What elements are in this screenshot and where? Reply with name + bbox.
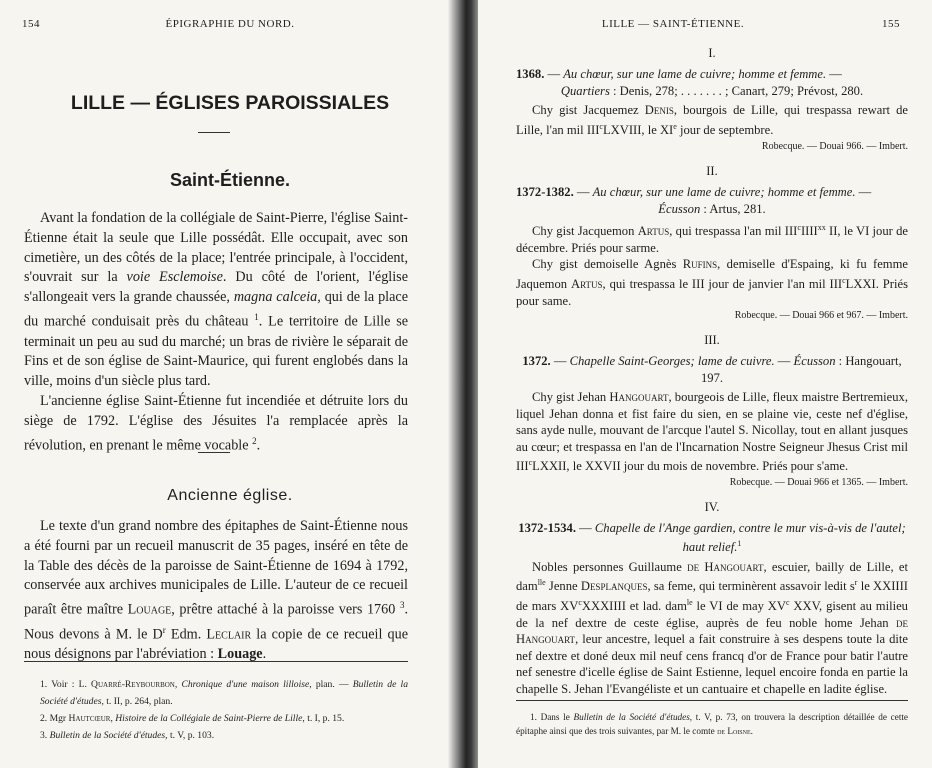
epitaph-2-text: Chy gist Jacquemon Artus, qui trespassa l'an mil III$^c$IIII$^{xx}$ II, le VI jour de décembre. Priés pour sarme. Chy gist demoiselle Agnès Rufins, demiselle d'Espaing, ki fu femme Jaquemon Artus, qui trespassa le III jour de janvier l'an mil III$^c$LXXI. Priés pour same. <box>516 223 908 308</box>
paragraph-1: Avant la fondation de la collégiale de Saint-Pierre, l'église Saint-Étienne était la seule que Lille possédât. Elle occupait, avec son cimetière, un des côtés de la place; l'entrée principale, à l'occident, s'ouvrait sur la voie Esclemoise. Du côté de l'orient, l'église s'allongeait vers la grande chaussée, magna calceia, qui de la place du marché conduisait près du château $^1$. Le territoire de Lille se terminait un peu au sud du marché; un bras de rivière le séparait de Fins et de son église de Saint-Maurice, qui furent englobés dans la ville, moins d'un siècle plus tard. <box>24 210 409 390</box>
right-page-number: 155 <box>882 18 900 30</box>
intro-text <box>24 209 408 456</box>
epitaph-1-text: Chy gist Jacquemez Denis, bourgois de Lille, qui trespassa rewart de Lille, l'an mil III$^c$LXVIII, le XIe jour de septembre. <box>516 103 908 137</box>
section-rule <box>198 452 230 453</box>
footnote-2: 2. Mgr Hautcœur, Histoire de la Collégiale de Saint-Pierre de Lille, t. I, p. 15. <box>40 713 345 724</box>
epitaph-3-number: III. <box>704 333 720 348</box>
title-rule <box>198 132 230 133</box>
epitaph-4-text: Nobles personnes Guillaume de Hangouart, escuier, bailly de Lille, et dam$^{lle}$ Jenne Desplanques, sa feme, qui terminèrent assavoir ledit $s^r$ le XXIIII de mars $XV^cXXXIIII$ et lad. dam$^{le}$ le VI de may $XV^c$ XXV, gisent au milieu de la nef dextre de ceste église, auprès de feu noble home Jehan de Hangouart, leur ancestre, lequel a fait construire à ses despens toute la dite nef dextre et doné deux mil neuf cens francq d'or de France pour batir l'autre nef senestre d'icelle église de Saint Estienne, lequel encoire fonda en partie la chapelle S. Jehan l'Evangéliste et un cantuaire et chapelle en ladite église. <box>516 559 909 696</box>
left-running-head: ÉPIGRAPHIE DU NORD. <box>165 18 295 30</box>
paragraph-3: Le texte d'un grand nombre des épitaphes de Saint-Étienne nous a été fourni par un recueil manuscrit de 35 pages, inséré en tête de la Table des décès de la paroisse de Saint-Étienne de 1694 à 1792, conservée aux archives municipales de Lille. L'auteur de ce recueil paraît être maître Louage, prêtre attaché à la paroisse vers 1760 $^3$. Nous devons à M. le $D^r$ Edm. Leclair la copie de ce recueil que nous désignons par l'abréviation : Louage. <box>24 518 409 663</box>
section-title: Ancienne église. <box>167 487 293 504</box>
page-title: LILLE — ÉGLISES PAROISSIALES <box>70 92 390 114</box>
epitaph-3-heading: 1372. — Chapelle Saint-Georges; lame de cuivre. — Écusson : Hangouart, 197. <box>522 354 902 385</box>
footnotes <box>24 676 408 744</box>
right-footnote-rule <box>516 700 908 701</box>
epitaph-2-heading: 1372-1382. — Au chœur, sur une lame de cuivre; homme et femme. — Écusson : Artus, 281. <box>516 185 872 216</box>
epitaph-2-number: II. <box>706 164 718 179</box>
epitaph-2-sources: Robecque. — Douai 966 et 967. — Imbert. <box>734 310 908 322</box>
epitaph-3-text: Chy gist Jehan Hangouart, bourgeois de Lille, fleux maistre Bertremieux, liquel Jehan donna et fist faire du sien, en se plaine vie, ceste nef d'église, sans ayde nulle, mouvant de l'arcque l'autel S. Nicollay, tout en allant jusques au cœur; et trespassa en l'an de l'Incarnation Nostre Seigneur Jhesus Crist mil III$^c$LXXII, le XXVII jour du mois de novembre. Priés pour s'ame. <box>516 390 908 474</box>
epitaph-3-sources: Robecque. — Douai 966 et 1365. — Imbert. <box>729 476 908 488</box>
right-footnote-1: 1. Dans le Bulletin de la Société d'études, t. V, p. 73, on trouvera la description détaillée de cette épitaphe ainsi que des trois suivantes, par M. le comte de Loisne. <box>516 712 908 736</box>
epitaphs <box>516 46 908 697</box>
left-page <box>0 0 458 768</box>
footnote-rule <box>24 661 408 662</box>
section-subtitle: Saint-Étienne. <box>169 170 290 190</box>
epitaph-4-number: IV. <box>704 499 720 514</box>
left-page-number: 154 <box>22 18 40 30</box>
right-running-head: LILLE — SAINT-ÉTIENNE. <box>601 18 745 30</box>
right-page <box>478 0 932 768</box>
epitaph-1-number: I. <box>708 46 716 60</box>
paragraph-2: L'ancienne église Saint-Étienne fut incendiée et détruite lors du siège de 1792. L'église des Jésuites l'a remplacée après la révolution, en prenant le même vocable $^2$. <box>24 392 408 454</box>
epitaph-1-heading: 1368. — Au chœur, sur une lame de cuivre; homme et femme. — Quartiers : Denis, 278; . . . . . . . ; Canart, 279; Prévost, 280. <box>516 67 864 98</box>
right-footnotes <box>516 710 908 738</box>
epitaph-1-sources: Robecque. — Douai 966. — Imbert. <box>761 141 908 153</box>
footnote-1: 1. Voir : L. Quarré-Reybourbon, Chronique d'une maison lilloise, plan. — Bulletin de la Société d'études, t. II, p. 264, plan. <box>40 679 409 707</box>
footnote-3: 3. Bulletin de la Société d'études, t. V, p. 103. <box>40 730 215 741</box>
recueil-text <box>24 517 408 665</box>
epitaph-4-heading: 1372-1534. — Chapelle de l'Ange gardien, contre le mur vis-à-vis de l'autel; haut relief.$^1$ <box>518 520 906 555</box>
